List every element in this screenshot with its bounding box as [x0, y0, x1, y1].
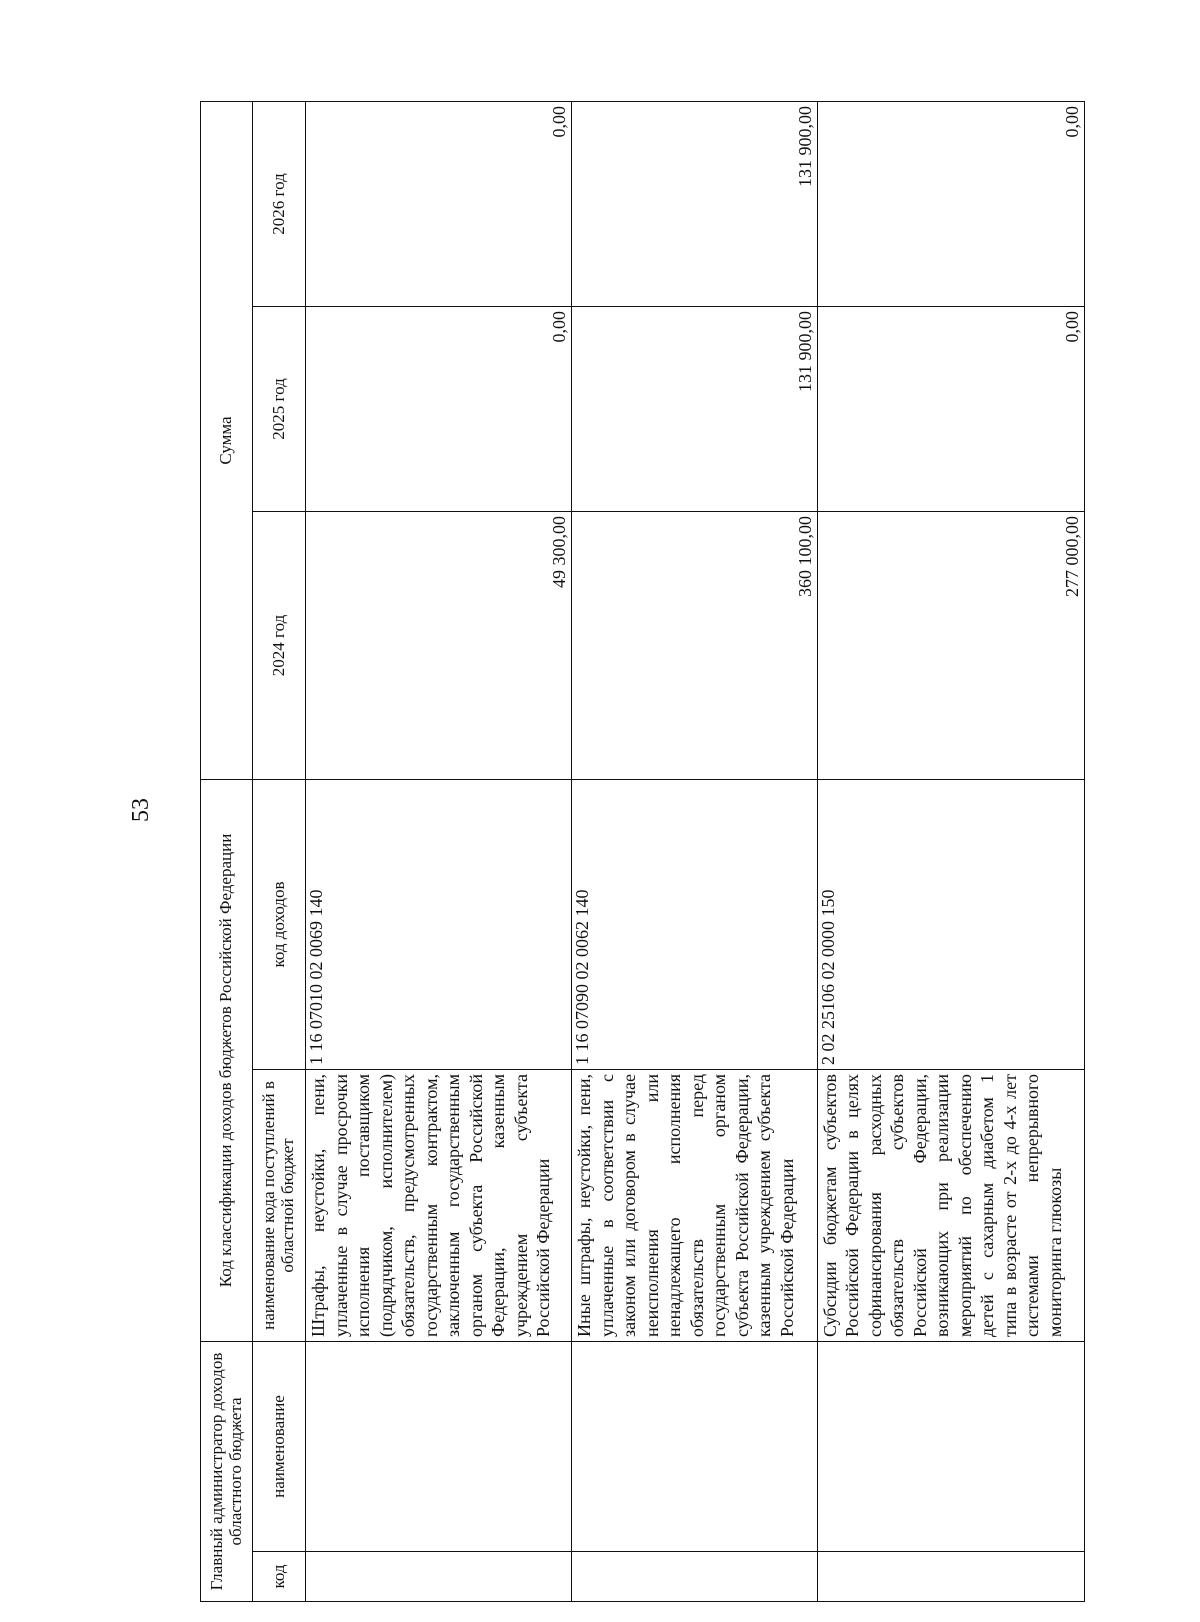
row-income-name: Иные штрафы, неустойки, пени, уплаченные в соответствии с законом или договором в случае неисполнения или ненадлежащего исполнения обязательств перед государственным органом субъекта Российской Федерации, казенным учреждением субъекта Российской Федерации — [572, 1070, 818, 1342]
sum-group-header: Сумма — [201, 101, 253, 779]
kbk-group-header: Код классификации доходов бюджетов Российской Федерации — [201, 779, 253, 1341]
admin-name-header: наименование — [253, 1342, 306, 1552]
row-admin-code — [817, 1552, 1084, 1602]
year-2024-header: 2024 год — [253, 511, 306, 779]
kbk-name-header: наименование кода поступлений в областной бюджет — [253, 1070, 306, 1342]
header-row-1 — [201, 101, 253, 1601]
row-sum-2026: 131 900,00 — [572, 101, 818, 306]
row-sum-2025: 131 900,00 — [572, 306, 818, 511]
header-row-2 — [253, 101, 306, 1601]
row-admin-code — [306, 1552, 572, 1602]
page-number: 53 — [128, 798, 154, 822]
year-2026-header: 2026 год — [253, 101, 306, 306]
row-sum-2024: 277 000,00 — [817, 511, 1084, 779]
row-admin-code — [572, 1552, 818, 1602]
revenue-table — [200, 101, 1085, 1602]
row-income-name: Штрафы, неустойки, пени, уплаченные в случае просрочки исполнения поставщиком (подрядчиком, исполнителем) обязательств, предусмотренных государственным контрактом, заключенным государственным органом субъекта Российской Федерации, казенным учреждением субъекта Российской Федерации — [306, 1070, 572, 1342]
row-income-code: 1 16 07010 02 0069 140 — [306, 779, 572, 1069]
table-row — [572, 101, 818, 1601]
admin-code-header: код — [253, 1552, 306, 1602]
table-row — [306, 101, 572, 1601]
row-income-code: 1 16 07090 02 0062 140 — [572, 779, 818, 1069]
year-2025-header: 2025 год — [253, 306, 306, 511]
row-sum-2026: 0,00 — [817, 101, 1084, 306]
row-sum-2026: 0,00 — [306, 101, 572, 306]
row-admin-name — [817, 1342, 1084, 1552]
row-sum-2024: 360 100,00 — [572, 511, 818, 779]
kbk-code-header: код доходов — [253, 779, 306, 1069]
row-admin-name — [572, 1342, 818, 1552]
row-sum-2025: 0,00 — [817, 306, 1084, 511]
row-income-name: Субсидии бюджетам субъектов Российской Федерации в целях софинансирования расходных обязательств субъектов Российской Федерации, возникающих при реализации мероприятий по обеспечению детей с сахарным диабетом 1 типа в возрасте от 2-х до 4-х лет системами непрерывного мониторинга глюкозы — [817, 1070, 1084, 1342]
row-sum-2025: 0,00 — [306, 306, 572, 511]
rotated-table-container — [200, 102, 1085, 1602]
admin-group-header: Главный администратор доходов областного бюджета — [201, 1342, 253, 1602]
table-row — [817, 101, 1084, 1601]
row-income-code: 2 02 25106 02 0000 150 — [817, 779, 1084, 1069]
row-sum-2024: 49 300,00 — [306, 511, 572, 779]
row-admin-name — [306, 1342, 572, 1552]
